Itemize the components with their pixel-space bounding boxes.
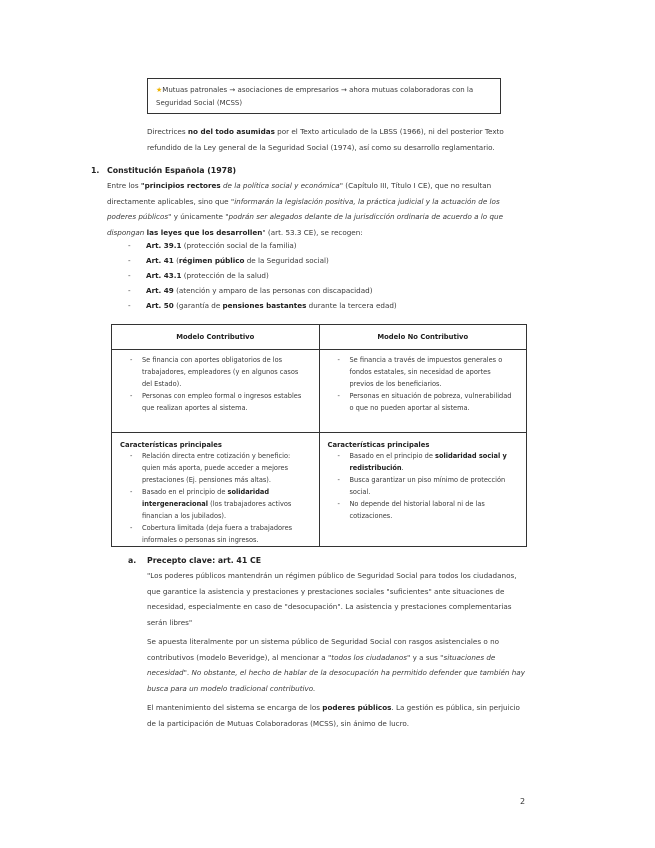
subsection-letter: a. <box>128 556 137 565</box>
list-item: - Relación directa entre cotización y beneficio: quien más aporta, puede acceder a mejores prestaciones (Ej. pensiones más altas). <box>112 450 319 486</box>
list-item: - Basado en el principio de solidaridad social y redistribución. <box>320 450 527 474</box>
header-contributivo: Modelo Contributivo <box>112 325 320 350</box>
header-no-contributivo: Modelo No Contributivo <box>319 325 527 350</box>
section1-paragraph: Entre los "principios rectores de la política social y económica" (Capítulo III, Título I CE), que no resultan directamente aplicables, sino que "informarán la legislación positiva, la práctica judicial y la actuación de los poderes públicos" y únicamente "podrán ser alegados delante de la jurisdicción ordinaria de acuerdo a lo que dispongan las leyes que los desarrollen" (art. 53.3 CE), se recogen: <box>107 181 504 237</box>
cell-no-contributivo-top <box>319 350 527 433</box>
list-item: - Personas en situación de pobreza, vulnerabilidad o que no pueden aportar al sistema. <box>320 390 527 414</box>
section-title: Constitución Española (1978) <box>107 166 237 175</box>
beveridge-paragraph: Se apuesta literalmente por un sistema público de Seguridad Social con rasgos asistenciales o no contributivos (modelo Beveridge), al mencionar a "todos los ciudadanos" y a sus "situaciones de necesidad". No obstante, el hecho de hablar de la desocupación ha permitido defender que también hay busca para un modelo tradicional contributivo. <box>147 637 525 693</box>
cell-contributivo-top <box>112 350 320 433</box>
page-number: 2 <box>520 797 526 806</box>
list-item: - Cobertura limitada (deja fuera a trabajadores informales o personas sin ingresos. <box>112 522 319 546</box>
article-item: - Art. 39.1 (protección social de la familia) <box>128 241 297 250</box>
article-item: - Art. 43.1 (protección de la salud) <box>128 271 269 280</box>
models-table <box>111 324 527 547</box>
article41-quote: "Los poderes públicos mantendrán un régimen público de Seguridad Social para todos los ciudadanos, que garantice la asistencia y prestaciones y prestaciones sociales "suficientes" ante situaciones de necesidad, especialmente en caso de "desocupación". La asistencia y prestaciones complementarias serán libres" <box>147 571 517 627</box>
list-item: - Personas con empleo formal o ingresos estables que realizan aportes al sistema. <box>112 390 319 414</box>
list-item: - Busca garantizar un piso mínimo de protección social. <box>320 474 527 498</box>
article-item: - Art. 49 (atención y amparo de las personas con discapacidad) <box>128 286 373 295</box>
article-item: - Art. 50 (garantía de pensiones bastantes durante la tercera edad) <box>128 301 397 310</box>
star-icon: ★ <box>156 86 163 94</box>
characteristics-title: Características principales <box>327 441 430 449</box>
section-number: 1. <box>91 166 100 175</box>
directives-paragraph: Directrices no del todo asumidas por el Texto articulado de la LBSS (1966), ni del posterior Texto refundido de la Ley general de la Seguridad Social (1974), así como su desarrollo reglamentario. <box>147 127 504 152</box>
article-item: - Art. 41 (régimen público de la Seguridad social) <box>128 256 329 265</box>
characteristics-title: Características principales <box>120 441 222 449</box>
list-item: - Se financia con aportes obligatorios de los trabajadores, empleadores (y en algunos casos del Estado). <box>112 354 319 390</box>
subsection-title: Precepto clave: art. 41 CE <box>147 556 262 565</box>
maintenance-paragraph: El mantenimiento del sistema se encarga de los poderes públicos. La gestión es pública, sin perjuicio de la participación de Mutuas Colaboradoras (MCSS), sin ánimo de lucro. <box>147 703 520 728</box>
note-box <box>147 78 501 114</box>
list-item: - Se financia a través de impuestos generales o fondos estatales, sin necesidad de aportes previos de los beneficiarios. <box>320 354 527 390</box>
list-item: - No depende del historial laboral ni de las cotizaciones. <box>320 498 527 522</box>
list-item: - Basado en el principio de solidaridad intergeneracional (los trabajadores activos financian a los jubilados). <box>112 486 319 522</box>
note-text: Mutuas patronales → asociaciones de empresarios → ahora mutuas colaboradoras con la Seguridad Social (MCSS) <box>156 86 474 107</box>
cell-contributivo-bottom <box>112 433 320 547</box>
cell-no-contributivo-bottom <box>319 433 527 547</box>
